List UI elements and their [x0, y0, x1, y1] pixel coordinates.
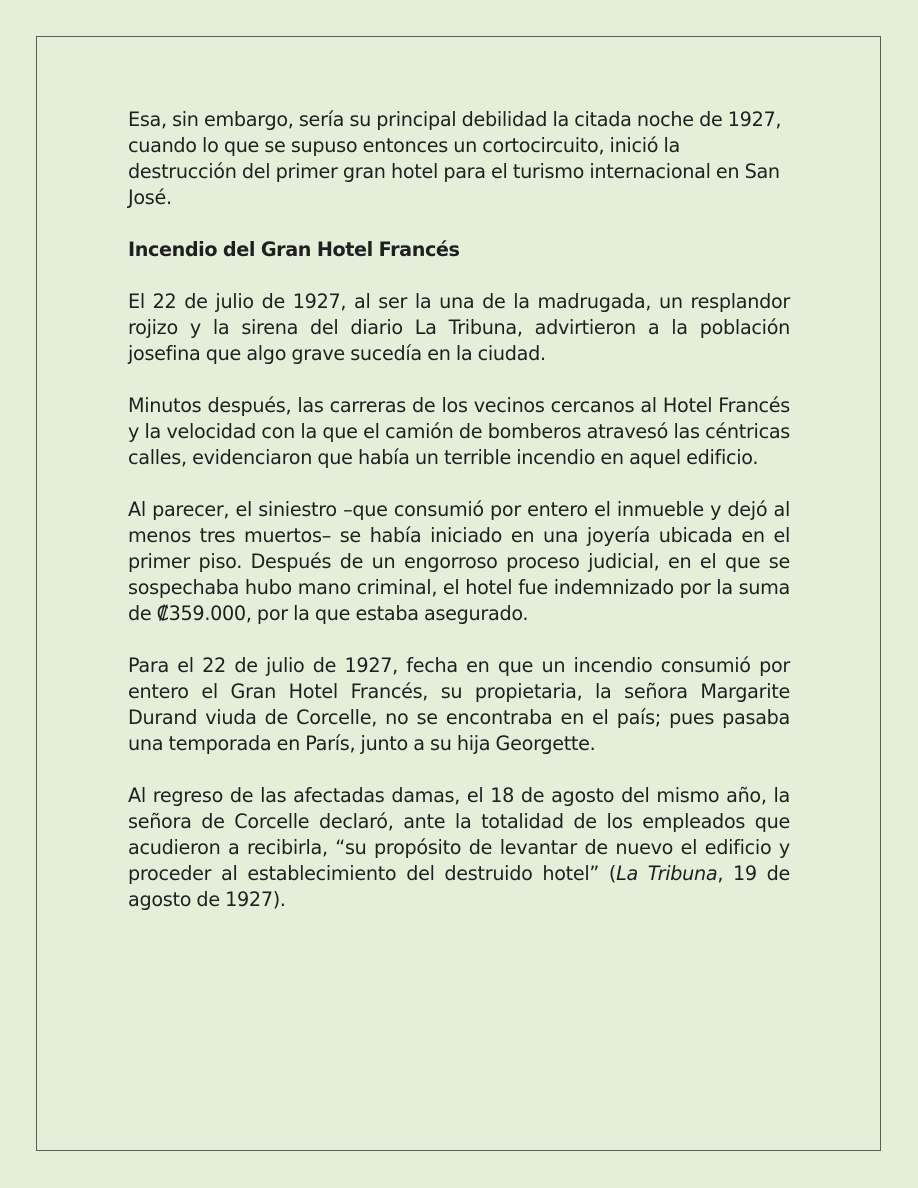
- paragraph-intro: Esa, sin embargo, sería su principal debilidad la citada noche de 1927, cuando lo que se supuso entonces un cortocircuito, inició la destrucción del primer gran hotel para el turismo internacional en San José.: [128, 108, 782, 209]
- paragraph-fire-alarm: El 22 de julio de 1927, al ser la una de la madrugada, un resplandor rojizo y la sirena del diario La Tribuna, advirtieron a la población josefina que algo grave sucedía en la ciudad.: [128, 290, 790, 365]
- quote-text: Al regreso de las afectadas damas, el 18 de agosto del mismo año, la señora de Corcelle declaró, ante la totalidad de los empleados que acudieron a recibirla, “su propósito de levantar de nuevo el edificio y proceder al establecimiento del destruido hotel” (: [128, 784, 790, 885]
- citation-source: La Tribuna: [616, 862, 718, 885]
- paragraph-firefighters: Minutos después, las carreras de los vecinos cercanos al Hotel Francés y la velocidad con la que el camión de bomberos atravesó las céntricas calles, evidenciaron que había un terrible incendio en aquel edificio.: [128, 394, 790, 469]
- citation-date: , 19 de agosto de 1927).: [128, 862, 790, 911]
- document-body: [128, 107, 790, 939]
- paragraph-owner: Para el 22 de julio de 1927, fecha en que un incendio consumió por entero el Gran Hotel Francés, su propietaria, la señora Margarite Durand viuda de Corcelle, no se encontraba en el país; pues pasaba una temporada en París, junto a su hija Georgette.: [128, 654, 790, 755]
- paragraph-return: [128, 783, 790, 913]
- paragraph-origin: Al parecer, el siniestro –que consumió por entero el inmueble y dejó al menos tres muertos– se había iniciado en una joyería ubicada en el primer piso. Después de un engorroso proceso judicial, en el que se sospechaba hubo mano criminal, el hotel fue indemnizado por la suma de ₡359.000, por la que estaba asegurado.: [128, 498, 790, 625]
- section-heading: Incendio del Gran Hotel Francés: [128, 238, 460, 261]
